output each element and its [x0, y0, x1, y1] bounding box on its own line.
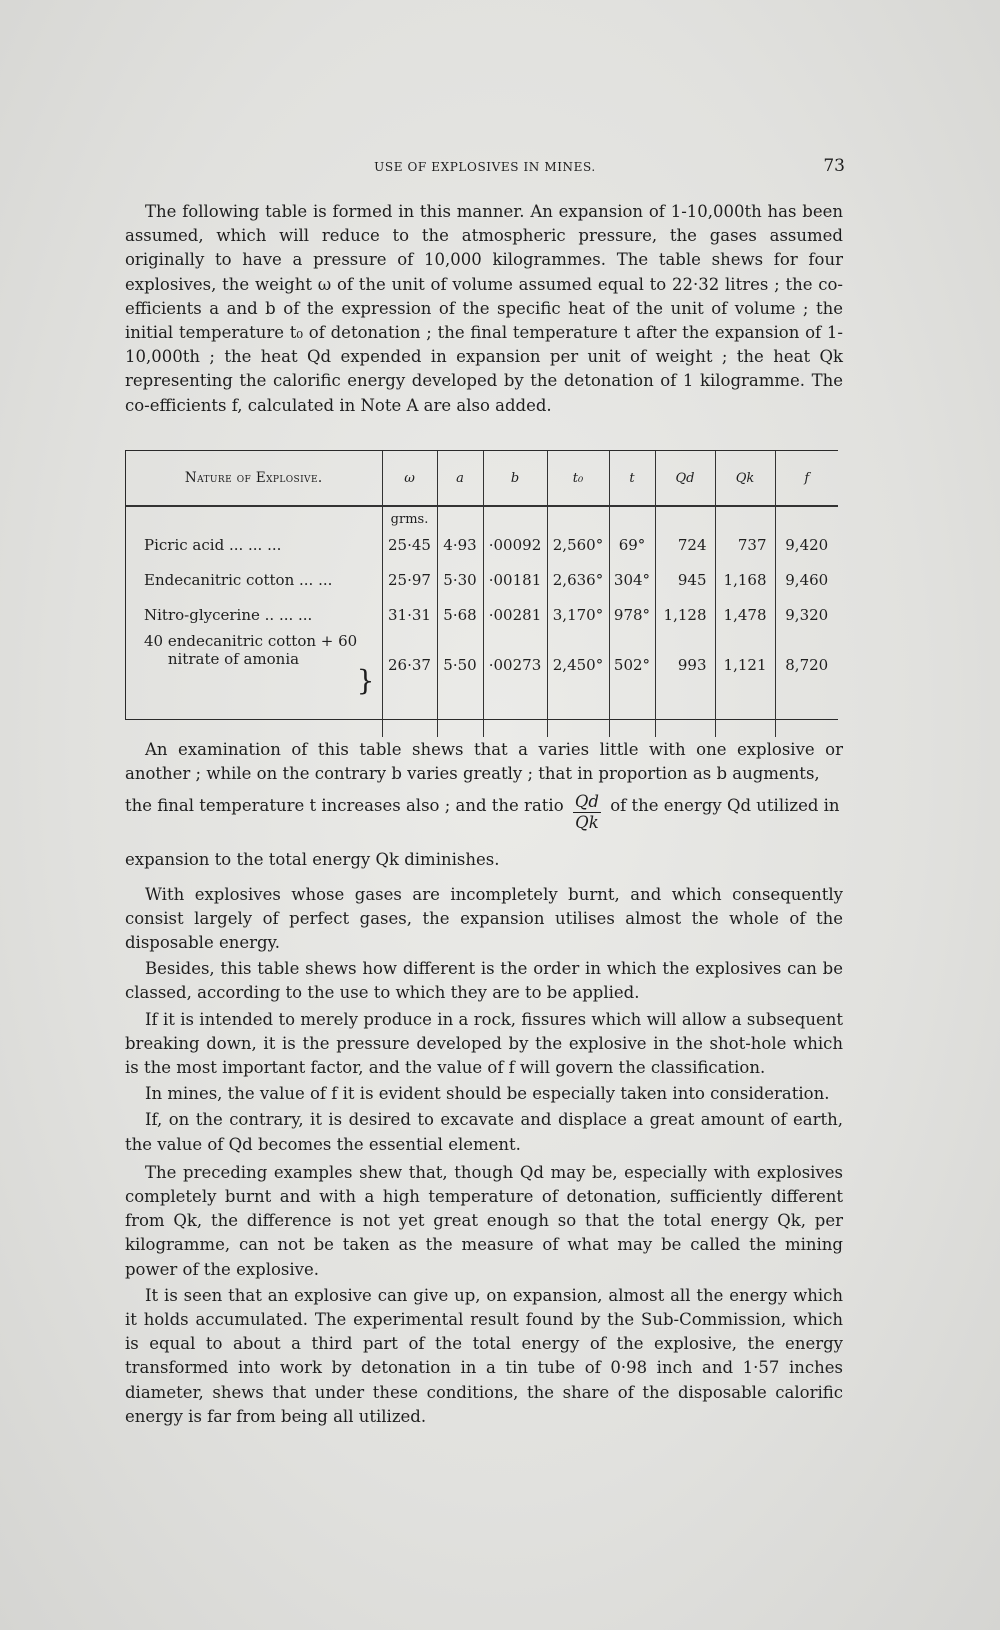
cell-qk: 1,121: [715, 632, 775, 697]
table-header-row: [126, 451, 838, 506]
ratio-text-after: of the energy Qd utilized in: [610, 796, 840, 816]
paragraph: It is seen that an explosive can give up, on expansion, almost all the energy which it holds accumulated. The experimental result found by the Sub-Commission, which is equal to about a third part of the total energy of the explosive, the energy transformed into work by detonation in a tin tube of 0·98 inch and 1·57 inches diameter, shews that under these conditions, the share of the disposable calorific energy is far from being all utilized.: [125, 1285, 843, 1426]
row-name: [126, 632, 382, 697]
table-row: [126, 597, 838, 632]
paragraph: An examination of this table shews that a varies little with one explosive or another ; while on the contrary b varies greatly ; that in proportion as b augments,: [125, 740, 843, 784]
ratio-fraction: [573, 792, 601, 833]
paragraph: expansion to the total energy Qk diminishes.: [125, 850, 500, 870]
cell-omega: 25·45: [382, 527, 437, 562]
cell-omega: 25·97: [382, 562, 437, 597]
cell-qk: 1,168: [715, 562, 775, 597]
cell-b: ·00092: [483, 527, 547, 562]
cell-t0: 2,636°: [547, 562, 609, 597]
paragraph: The preceding examples shew that, though Qd may be, especially with explosives completely burnt and with a high temperature of detonation, sufficiently different from Qk, the difference is not yet great enough so that the total energy Qk, per kilogramme, can not be taken as the measure of what may be called the mining power of the explosive.: [125, 1162, 843, 1279]
cell-a: 5·50: [437, 632, 483, 697]
paragraph: Besides, this table shews how different is the order in which the explosives can be classed, according to the use to which they are to be applied.: [125, 959, 843, 1003]
row-name: Endecanitric cotton ... ...: [144, 570, 333, 589]
cell-f: 8,720: [775, 632, 838, 697]
units-row: [126, 506, 838, 527]
cell-qk: 1,478: [715, 597, 775, 632]
cell-b: ·00281: [483, 597, 547, 632]
cell-b: ·00273: [483, 632, 547, 697]
running-title: USE OF EXPLOSIVES IN MINES.: [374, 160, 596, 174]
ratio-line: [125, 786, 843, 848]
cell-t: 69°: [609, 527, 655, 562]
paragraph: In mines, the value of f it is evident should be especially taken into consideration.: [145, 1084, 830, 1104]
cell-omega: 31·31: [382, 597, 437, 632]
cell-omega: 26·37: [382, 632, 437, 697]
brace-icon: }: [356, 664, 375, 697]
page-header: [125, 150, 845, 180]
cell-t0: 2,450°: [547, 632, 609, 697]
cell-qd: 945: [655, 562, 715, 597]
cell-t: 502°: [609, 632, 655, 697]
row-name: Picric acid ... ... ...: [144, 535, 282, 554]
ratio-text-before: the final temperature t increases also ; and the ratio: [125, 796, 564, 816]
cell-f: 9,460: [775, 562, 838, 597]
table-row: [126, 562, 838, 597]
paragraph: With explosives whose gases are incompletely burnt, and which consequently consist largely of perfect gases, the expansion utilises almost the whole of the disposable energy.: [125, 884, 843, 953]
intro-section: [125, 200, 843, 418]
discussion-section: [125, 738, 843, 1429]
intro-paragraph: The following table is formed in this manner. An expansion of 1-10,000th has been assumed, which will reduce to the atmospheric pressure, the gases assumed originally to have a pressure of 10,000 kilogrammes. The table shews for four explosives, the weight ω of the unit of volume assumed equal to 22·32 litres ; the co-efficients a and b of the expression of the specific heat of the unit of volume ; the initial temperature t₀ of detonation ; the final temperature t after the expansion of 1-10,000th ; the heat Qd expended in expansion per unit of weight ; the heat Qk representing the calorific energy developed by the detonation of 1 kilogramme. The co-efficients f, calculated in Note A are also added.: [125, 202, 843, 415]
cell-qk: 737: [715, 527, 775, 562]
table-row: [126, 632, 838, 697]
cell-t: 304°: [609, 562, 655, 597]
cell-a: 4·93: [437, 527, 483, 562]
cell-t: 978°: [609, 597, 655, 632]
table-row: [126, 527, 838, 562]
col-header-qk: Qk: [715, 451, 775, 506]
cell-f: 9,420: [775, 527, 838, 562]
col-header-qd: Qd: [655, 451, 715, 506]
row-name-line1: 40 endecanitric cotton + 60: [144, 632, 358, 650]
col-header-b: b: [483, 451, 547, 506]
fraction-denominator: Qk: [575, 813, 599, 833]
col-header-t0: t₀: [547, 451, 609, 506]
cell-a: 5·30: [437, 562, 483, 597]
cell-qd: 993: [655, 632, 715, 697]
cell-t0: 3,170°: [547, 597, 609, 632]
row-name-line2: nitrate of amonia: [167, 650, 300, 668]
fraction-numerator: Qd: [574, 792, 599, 812]
col-header-a: a: [437, 451, 483, 506]
cell-qd: 724: [655, 527, 715, 562]
explosives-table: [125, 450, 838, 720]
col-header-nature: Nature of Explosive.: [126, 451, 382, 506]
cell-f: 9,320: [775, 597, 838, 632]
cell-t0: 2,560°: [547, 527, 609, 562]
page-number: 73: [823, 156, 845, 176]
units-label: grms.: [382, 506, 437, 527]
cell-qd: 1,128: [655, 597, 715, 632]
col-header-t: t: [609, 451, 655, 506]
col-header-f: f: [775, 451, 838, 506]
paragraph: If, on the contrary, it is desired to excavate and displace a great amount of earth, the value of Qd becomes the essential element.: [125, 1110, 843, 1154]
paragraph: If it is intended to merely produce in a rock, fissures which will allow a subsequent breaking down, it is the pressure developed by the explosive in the shot-hole which is the most important factor, and the value of f will govern the classification.: [125, 1009, 843, 1078]
col-header-omega: ω: [382, 451, 437, 506]
data-table: [126, 451, 838, 737]
cell-a: 5·68: [437, 597, 483, 632]
cell-b: ·00181: [483, 562, 547, 597]
row-name: Nitro-glycerine .. ... ...: [144, 605, 313, 624]
